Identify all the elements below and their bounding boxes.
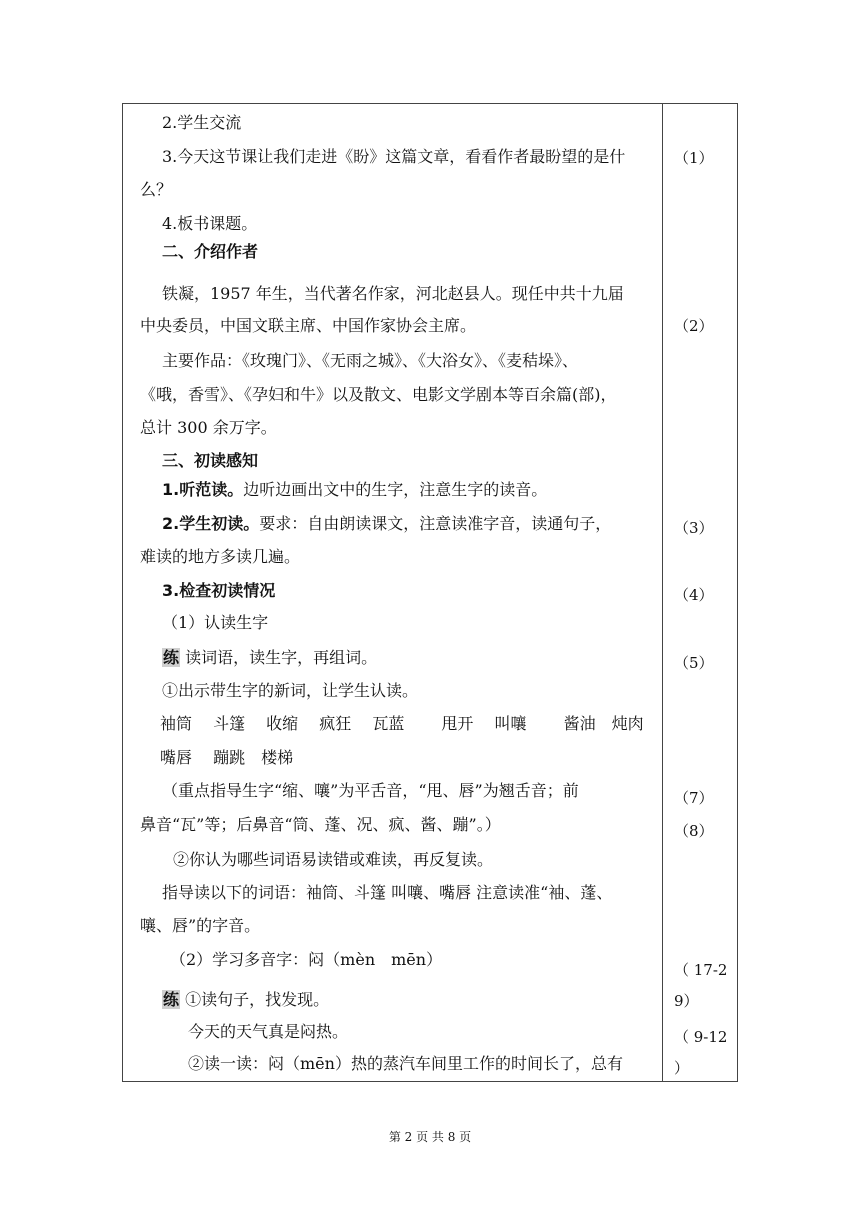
side-note: （8） (674, 822, 714, 840)
side-note: （4） (674, 586, 714, 604)
section-heading: 三、初读感知 (162, 451, 259, 470)
side-note: （3） (674, 519, 714, 537)
text-line: 《哦，香雪》、《孕妇和牛》以及散文、电影文学剧本等百余篇(部)， (140, 385, 617, 404)
text-line: 铁凝，1957 年生，当代著名作家，河北赵县人。现任中共十九届 (162, 284, 624, 303)
text-line: 中央委员，中国文联主席、中国作家协会主席。 (140, 316, 477, 335)
bold-lead: 2.学生初读。 (162, 514, 260, 533)
text-line: 总计 300 余万字。 (140, 418, 277, 437)
text-line: ②你认为哪些词语易读错或难读，再反复读。 (173, 850, 494, 869)
text-line: （重点指导生字“缩、嚷”为平舌音，“甩、唇”为翘舌音；前 (162, 781, 579, 800)
side-note: （ 9-12 (674, 1028, 728, 1046)
side-note: （1） (674, 149, 714, 167)
practice-tag: 练 (163, 990, 180, 1009)
page-footer: 第 2 页 共 8 页 (388, 1130, 472, 1144)
sub-heading: 3.检查初读情况 (162, 581, 276, 600)
side-note: （2） (674, 317, 714, 335)
text-line: 练 读词语，读生字，再组词。 (163, 648, 378, 667)
text-line: 指导读以下的词语：袖筒、斗篷 叫嚷、嘴唇 注意读准“袖、蓬、 (162, 883, 613, 902)
bold-lead: 1.听范读。 (162, 480, 244, 499)
text-line: （1）认读生字 (162, 613, 269, 632)
side-note: （7） (674, 789, 714, 807)
section-heading: 二、介绍作者 (162, 242, 259, 261)
text-line: 2.学生交流 (162, 113, 242, 132)
side-note: ） (674, 1059, 690, 1077)
side-note: 9） (674, 992, 699, 1010)
text-line: ①出示带生字的新词，让学生认读。 (162, 681, 419, 700)
text-line: 4.板书课题。 (162, 214, 258, 233)
text-line: 难读的地方多读几遍。 (140, 547, 301, 566)
text-line: 鼻音“瓦”等；后鼻音“筒、蓬、况、疯、酱、蹦”。） (140, 815, 501, 834)
side-note: （ 17-2 (674, 961, 728, 979)
text-line: 嚷、唇”的字音。 (140, 916, 261, 935)
text-line: 2.学生初读。要求：自由朗读课文，注意读准字音，读通句子， (162, 514, 612, 533)
text-line: 3.今天这节课让我们走进《盼》这篇文章，看看作者最盼望的是什 (162, 147, 626, 166)
word-list: 嘴唇 蹦跳 楼梯 (160, 748, 294, 767)
text-line: （2）学习多音字：闷（mèn mēn） (170, 950, 443, 969)
text-line: 1.听范读。边听边画出文中的生字，注意生字的读音。 (162, 480, 548, 499)
side-note: （5） (674, 654, 714, 672)
text-line: 练 ①读句子，找发现。 (163, 990, 330, 1009)
text-line: 么？ (140, 180, 173, 199)
word-list: 袖筒 斗篷 收缩 疯狂 瓦蓝 甩开 叫嚷 酱油 炖肉 (160, 714, 644, 733)
practice-tag: 练 (163, 648, 180, 667)
text-line: 主要作品：《玫瑰门》、《无雨之城》、《大浴女》、《麦秸垛》、 (162, 351, 579, 370)
text-line: ②读一读：闷（mēn）热的蒸汽车间里工作的时间长了，总有 (188, 1054, 623, 1073)
text-line: 今天的天气真是闷热。 (188, 1022, 349, 1041)
